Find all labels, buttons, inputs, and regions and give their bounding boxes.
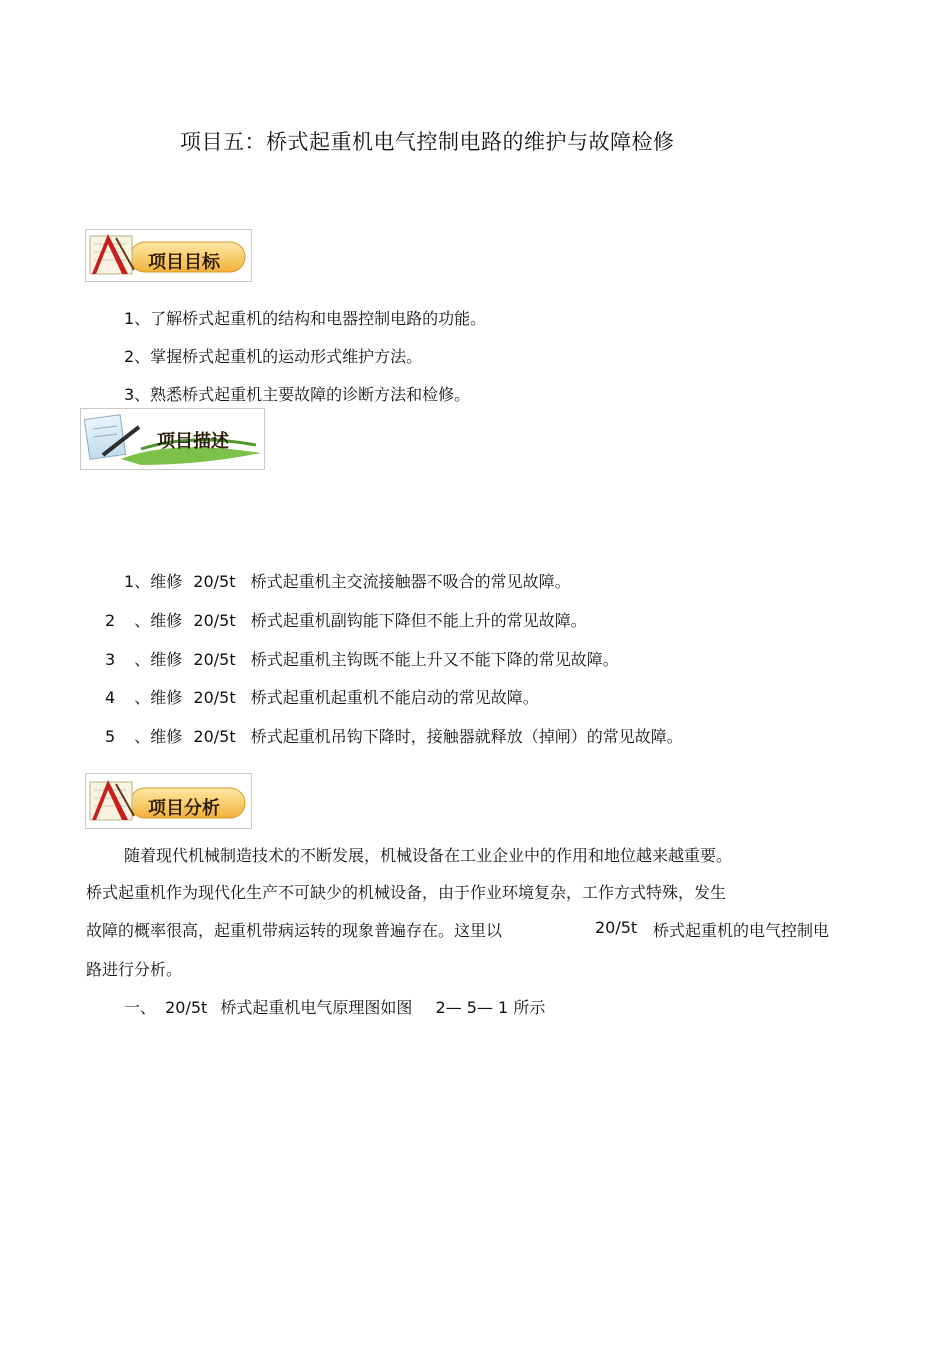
task-number: 5 — [105, 727, 116, 746]
task-verb: 、维修 — [134, 688, 183, 707]
description-badge — [80, 408, 265, 470]
page-title: 项目五：桥式起重机电气控制电路的维护与故障检修 — [180, 130, 675, 154]
task-verb: 、维修 — [134, 572, 183, 591]
task-item-2 — [105, 608, 587, 631]
objective-item-3: 3、熟悉桥式起重机主要故障的诊断方法和检修。 — [124, 385, 471, 404]
objective-item-2: 2、掌握桥式起重机的运动形式维护方法。 — [124, 347, 423, 366]
task-number: 4 — [105, 688, 116, 707]
objective-item-1: 1、了解桥式起重机的结构和电器控制电路的功能。 — [124, 309, 487, 328]
analysis-badge — [85, 773, 252, 829]
task-number: 1 — [124, 572, 135, 591]
task-verb: 、维修 — [134, 611, 183, 630]
task-text: 桥式起重机主交流接触器不吸合的常见故障。 — [250, 572, 571, 591]
task-item-1 — [124, 569, 571, 592]
task-verb: 、维修 — [134, 650, 183, 669]
analysis-line-3b: 20/5t — [595, 918, 638, 937]
figure-ref-spec: 20/5t — [165, 998, 208, 1017]
task-spec: 20/5t — [193, 650, 236, 669]
figure-reference — [124, 995, 545, 1018]
task-item-4 — [105, 685, 539, 708]
figure-ref-text: 桥式起重机电气原理图如图 — [220, 998, 413, 1017]
task-spec: 20/5t — [193, 727, 236, 746]
task-text: 桥式起重机吊钩下降时，接触器就释放（掉闸）的常见故障。 — [250, 727, 683, 746]
analysis-line-3a: 故障的概率很高，起重机带病运转的现象普遍存在。这里以 — [86, 921, 503, 940]
analysis-line-2: 桥式起重机作为现代化生产不可缺少的机械设备，由于作业环境复杂，工作方式特殊，发生 — [86, 883, 727, 902]
analysis-badge-label: 项目分析 — [148, 798, 220, 819]
task-text: 桥式起重机起重机不能启动的常见故障。 — [250, 688, 539, 707]
task-spec: 20/5t — [193, 572, 236, 591]
analysis-line-3c: 桥式起重机的电气控制电 — [653, 921, 830, 940]
figure-ref-prefix: 一、 — [124, 998, 157, 1017]
description-badge-label: 项目描述 — [157, 431, 229, 452]
task-spec: 20/5t — [193, 688, 236, 707]
task-item-5 — [105, 724, 683, 747]
task-text: 桥式起重机主钩既不能上升又不能下降的常见故障。 — [250, 650, 619, 669]
task-item-3 — [105, 647, 619, 670]
objective-badge — [85, 229, 252, 282]
task-text: 桥式起重机副钩能下降但不能上升的常见故障。 — [250, 611, 587, 630]
task-number: 2 — [105, 611, 116, 630]
task-number: 3 — [105, 650, 116, 669]
task-verb: 、维修 — [134, 727, 183, 746]
objective-badge-label: 项目目标 — [148, 252, 220, 273]
analysis-line-4: 路进行分析。 — [86, 960, 183, 979]
figure-ref-number: 2— 5— 1 所示 — [435, 998, 546, 1017]
analysis-line-1: 随着现代机械制造技术的不断发展，机械设备在工业企业中的作用和地位越来越重要。 — [124, 846, 733, 865]
task-spec: 20/5t — [193, 611, 236, 630]
